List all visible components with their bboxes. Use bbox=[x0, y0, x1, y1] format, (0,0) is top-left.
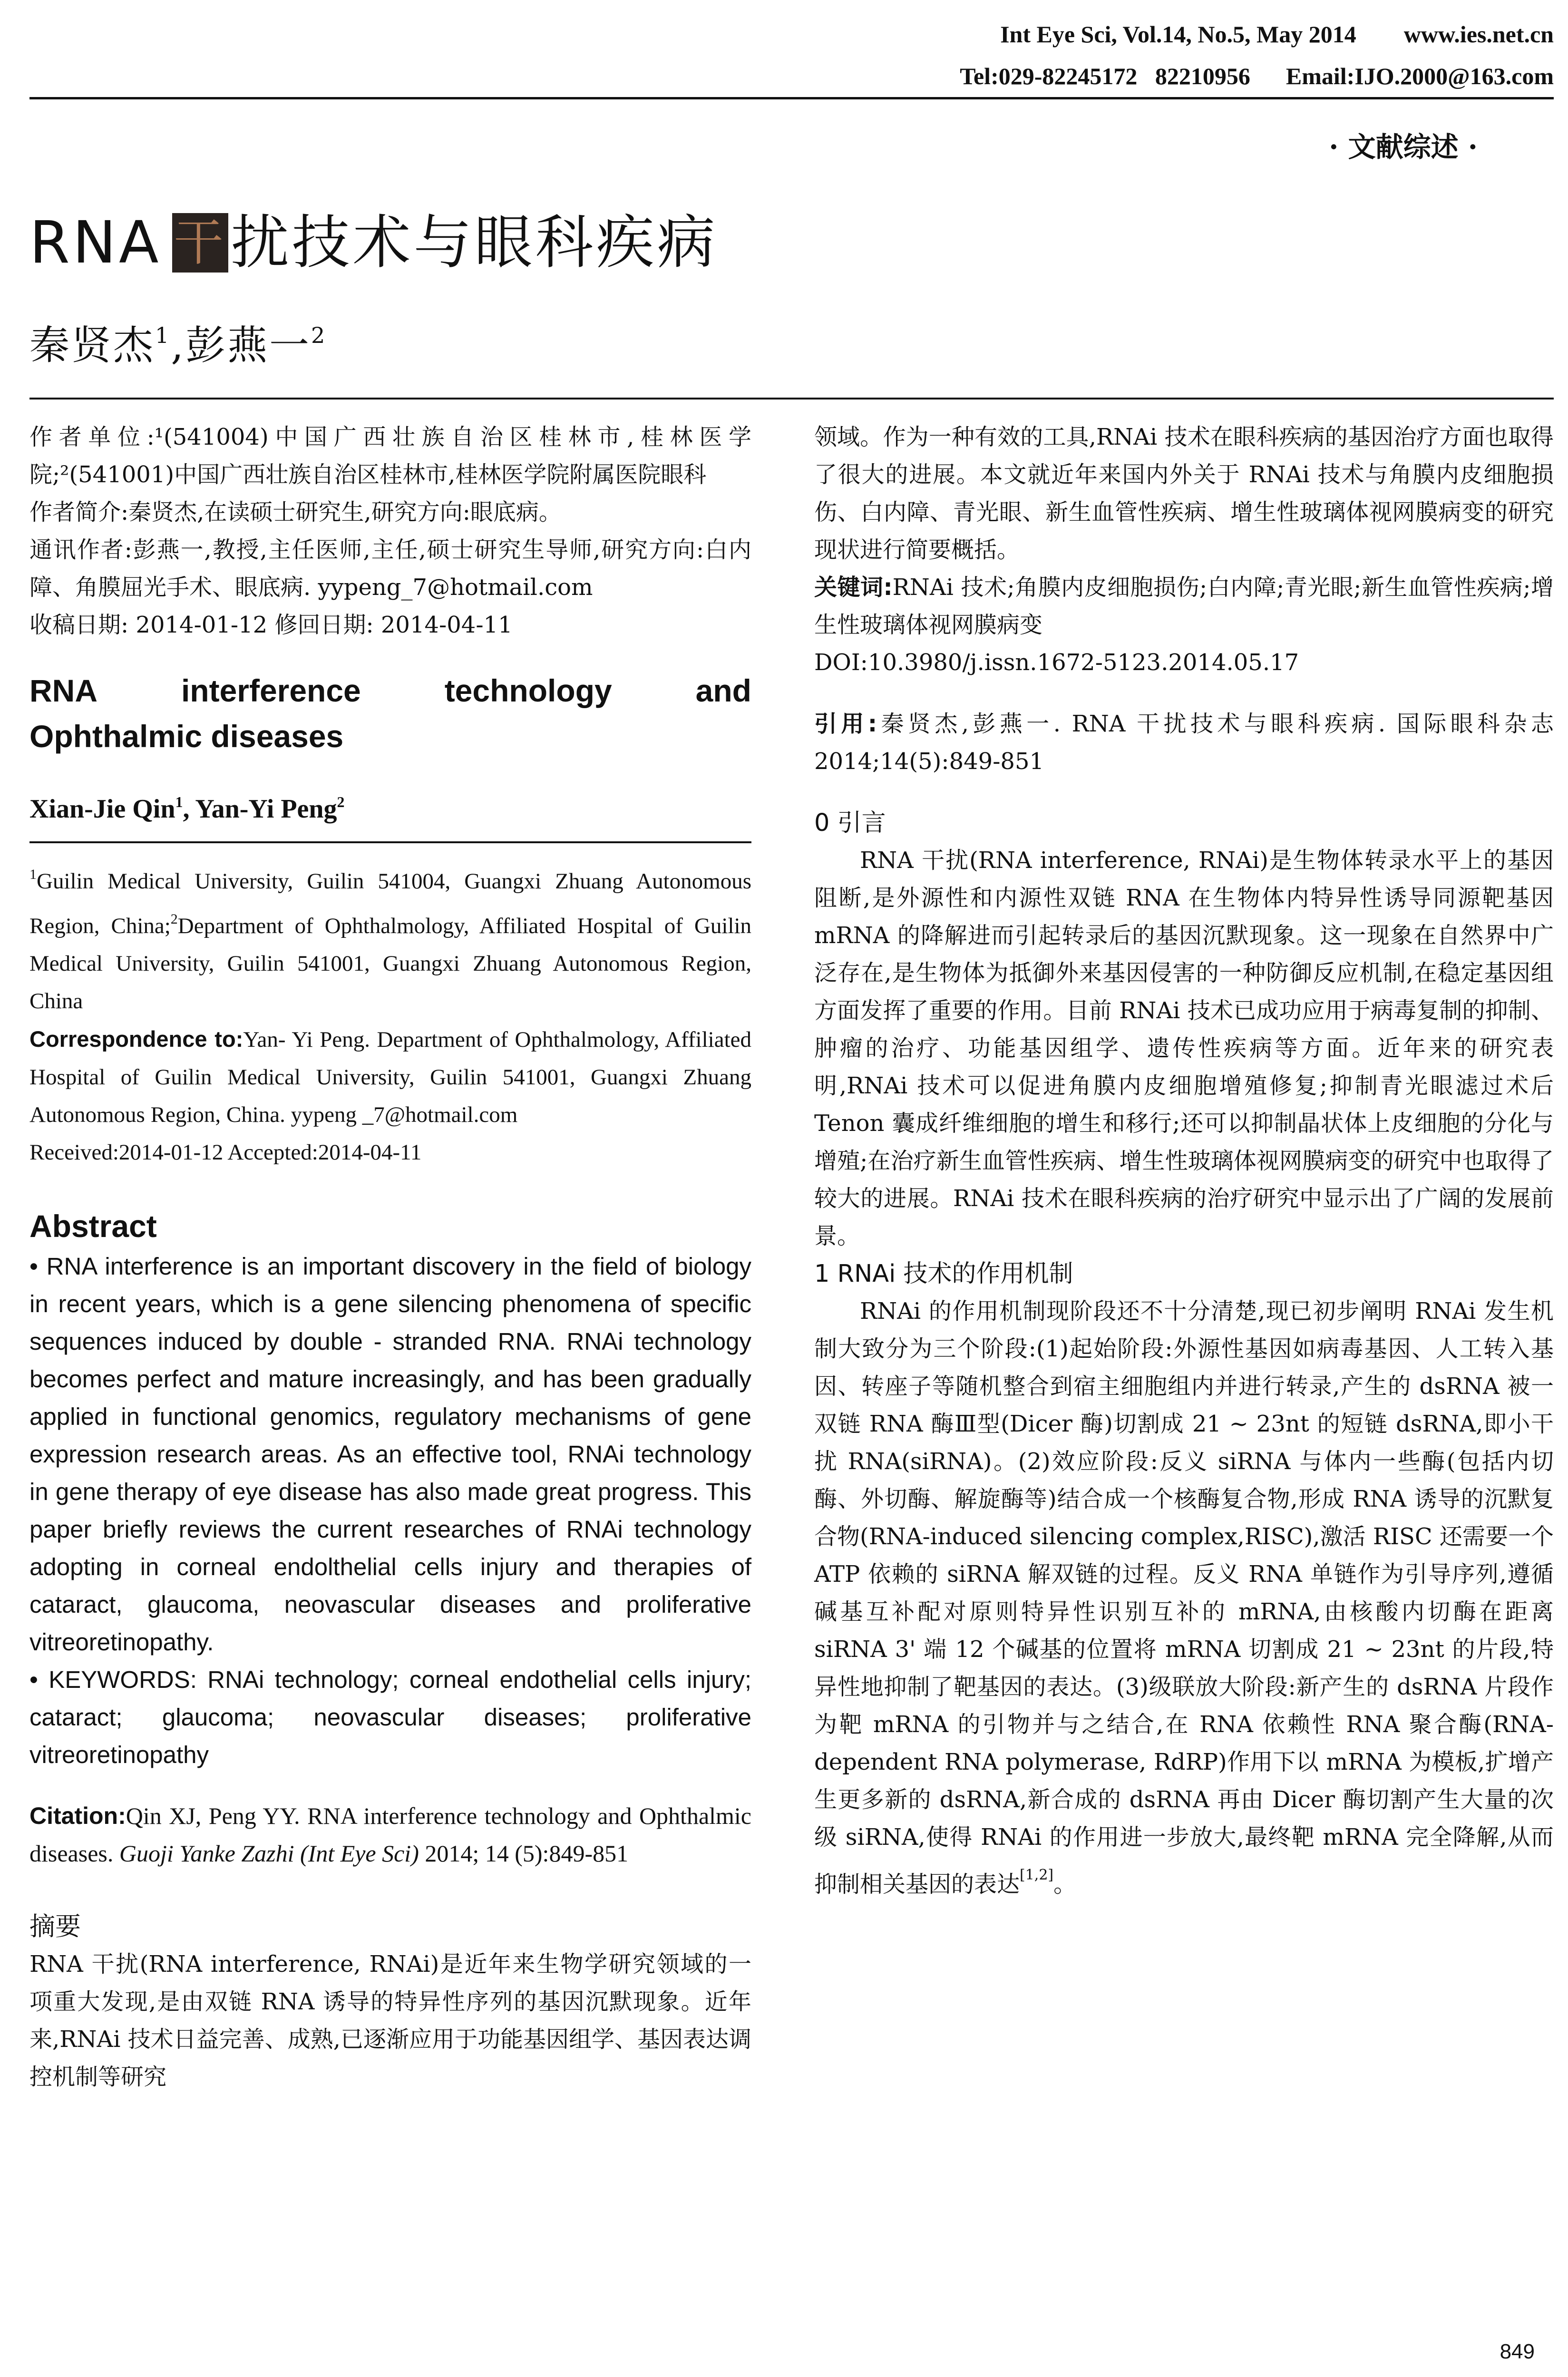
keywords-block bbox=[814, 569, 1554, 644]
keywords-value: RNAi 技术;角膜内皮细胞损伤;白内障;青光眼;新生血管性疾病;增生性玻璃体视网膜病变 bbox=[814, 574, 1554, 638]
affil-text: Guilin Medical University, Guilin 541004, Guangxi Zhuang Autonomous Region, China; bbox=[29, 869, 751, 938]
author-affil-sup: 1 bbox=[155, 322, 171, 348]
english-title-line2: Ophthalmic diseases bbox=[29, 719, 344, 754]
author-info bbox=[29, 419, 751, 644]
section-heading-mechanism: 1 RNAi 技术的作用机制 bbox=[814, 1260, 1073, 1288]
cite-block bbox=[814, 705, 1554, 780]
abstract-text: • RNA interference is an important discovery in the field of biology in recent years, which is a gene silencing phenomena of specific sequences induced by double - stranded RNA. RNAi technology becomes perfect and mature increasingly, and has been gradually applied in functional genomics, regulatory mechanisms of gene expression research areas. As an effective tool, RNAi technology in gene therapy of eye disease has also made great progress. This paper briefly reviews the current researches of RNAi technology adopting in corneal endolthelial cells injury and therapies of cataract, glaucoma, neovascular diseases and proliferative vitreoretinopathy. bbox=[29, 1253, 751, 1656]
page-title bbox=[29, 200, 718, 285]
affil-text: Department of Ophthalmology, Affiliated Hospital of Guilin Medical University, Guilin 541001, Guangxi Zhuang Autonomous Region, China bbox=[29, 914, 752, 1013]
doi-line: DOI:10.3980/j.issn.1672-5123.2014.05.17 bbox=[814, 649, 1299, 676]
cite-label: 引用: bbox=[814, 711, 877, 737]
correspondence-label: Correspondence to: bbox=[29, 1026, 243, 1052]
citation-issue: 2014; 14 (5):849-851 bbox=[419, 1840, 629, 1867]
abstract-body bbox=[29, 1247, 751, 1773]
keywords-text: • KEYWORDS: RNAi technology; corneal endothelial cells injury; cataract; glaucoma; neovascular diseases; proliferative vitreoretinopathy bbox=[29, 1666, 751, 1768]
mechanism-end: 。 bbox=[1053, 1871, 1077, 1898]
english-authors bbox=[29, 783, 751, 828]
author-name: 秦贤杰 bbox=[29, 322, 156, 369]
correspondence-text: Yan- Yi Peng. Department of Ophthalmology, Affiliated Hospital of Guilin Medical University, Guilin 541001, Guangxi Zhuang Autonomous Region, China. yypeng _7@hotmail.com bbox=[29, 1027, 752, 1127]
chinese-abstract-heading: 摘要 bbox=[29, 1911, 81, 1941]
received-accepted: Received:2014-01-12 Accepted:2014-04-11 bbox=[29, 1140, 422, 1165]
author-bio: 作者简介:秦贤杰,在读硕士研究生,研究方向:眼底病。 bbox=[29, 499, 562, 526]
mechanism-paragraph bbox=[814, 1293, 1554, 1903]
author-separator: , bbox=[171, 322, 185, 369]
abstract-heading: Abstract bbox=[29, 1208, 157, 1244]
journal-header-line: Int Eye Sci, Vol.14, No.5, May 2014 www.ies.net.cn bbox=[1000, 21, 1554, 48]
author-name: 彭燕一 bbox=[185, 322, 312, 369]
english-title-word: technology bbox=[444, 673, 612, 708]
section-tag: · 文献综述 · bbox=[1329, 131, 1478, 163]
journal-contact-line: Tel:029-82245172 82210956 Email:IJO.2000@163.com bbox=[960, 63, 1554, 89]
english-author-sep: , bbox=[183, 794, 195, 824]
reference-marker: [1,2] bbox=[1020, 1867, 1054, 1883]
affil-sup: 2 bbox=[170, 911, 178, 927]
affil-sup: 1 bbox=[29, 867, 37, 882]
chinese-abstract-text: RNA 干扰(RNA interference, RNAi)是近年来生物学研究领域的一项重大发现,是由双链 RNA 诱导的特异性序列的基因沉默现象。近年来,RNAi 技术日益完善、成熟,已逐渐应用于功能基因组学、基因表达调控机制等研究 bbox=[29, 1951, 751, 2090]
citation-text: Qin XJ, Peng YY. RNA interference technology and Ophthalmic diseases. bbox=[29, 1802, 751, 1867]
mechanism-text: RNAi 的作用机制现阶段还不十分清楚,现已初步阐明 RNAi 发生机制大致分为三个阶段:(1)起始阶段:外源性基因如病毒基因、人工转入基因、转座子等随机整合到宿主细胞组内并进行转录,产生的 dsRNA 被一双链 RNA 酶Ⅲ型(Dicer 酶)切割成 21 ~ 23nt 的短链 dsRNA,即小干扰 RNA(siRNA)。(2)效应阶段:反义 siRNA 与体内一些酶(包括内切酶、外切酶、解旋酶等)结合成一个核酶复合物,形成 RNA 诱导的沉默复合物(RNA-induced silencing complex,RISC),激活 RISC 还需要一个 ATP 依赖的 siRNA 解双链的过程。反义 RNA 单链作为引导序列,遵循碱基互补配对原则特异性识别互补的 mRNA,由核酸内切酶在距离 siRNA 3' 端 12 个碱基的位置将 mRNA 切割成 21 ~ 23nt 的片段,特异性地抑制了靶基因的表达。(3)级联放大阶段:新产生的 dsRNA 片段作为靶 mRNA 的引物并与之结合,在 RNA 依赖性 RNA 聚合酶(RNA-dependent RNA polymerase, RdRP)作用下以 mRNA 为模板,扩增产生更多新的 dsRNA,新合成的 dsRNA 再由 Dicer 酶切割产生大量的次级 siRNA,使得 RNAi 的作用进一步放大,最终靶 mRNA 完全降解,从而抑制相关基因的表达 bbox=[814, 1298, 1554, 1898]
title-suffix: 扰技术与眼科疾病 bbox=[231, 209, 718, 276]
keywords-label: 关键词: bbox=[814, 574, 893, 601]
english-author-sup: 2 bbox=[337, 793, 345, 810]
english-title-word: RNA bbox=[29, 673, 97, 708]
corresponding-author: 通讯作者:彭燕一,教授,主任医师,主任,硕士研究生导师,研究方向:白内障、角膜屈光手术、眼底病. yypeng_7@hotmail.com bbox=[29, 536, 751, 601]
left-column bbox=[29, 419, 751, 2096]
citation-label: Citation: bbox=[29, 1802, 126, 1829]
header-rule bbox=[29, 97, 1554, 99]
cite-text: 秦贤杰,彭燕一. RNA 干扰技术与眼科疾病. 国际眼科杂志 2014;14(5):849-851 bbox=[814, 711, 1554, 775]
citation-block bbox=[29, 1797, 751, 1872]
received-dates: 收稿日期: 2014-01-12 修回日期: 2014-04-11 bbox=[29, 612, 513, 638]
introduction-text: RNA 干扰(RNA interference, RNAi)是生物体转录水平上的基因阻断,是外源性和内源性双链 RNA 在生物体内特异性诱导同源靶基因 mRNA 的降解进而引起转录后的基因沉默现象。这一现象在自然界中广泛存在,是生物体为抵御外来基因侵害的一种防御反应机制,在稳定基因组方面发挥了重要的作用。目前 RNAi 技术已成功应用于病毒复制的抑制、肿瘤的治疗、功能基因组学、遗传性疾病等方面。近年来的研究表明,RNAi 技术可以促进角膜内皮细胞增殖修复;抑制青光眼滤过术后 Tenon 囊成纤维细胞的增生和移行;还可以抑制晶状体上皮细胞的分化与增殖;在治疗新生血管性疾病、增生性玻璃体视网膜病变的研究中也取得了较大的进展。RNAi 技术在眼科疾病的治疗研究中显示出了广阔的发展前景。 bbox=[814, 847, 1554, 1249]
citation-journal: Guoji Yanke Zazhi (Int Eye Sci) bbox=[119, 1840, 419, 1867]
english-title bbox=[29, 668, 751, 759]
title-prefix: RNA bbox=[29, 209, 162, 276]
english-author-name: Xian-Jie Qin bbox=[29, 794, 175, 824]
author-unit: 作者单位:¹(541004)中国广西壮族自治区桂林市,桂林医学院;²(541001)中国广西壮族自治区桂林市,桂林医学院附属医院眼科 bbox=[29, 424, 751, 488]
title-rule bbox=[29, 398, 1554, 399]
title-boxed-char: 干 bbox=[172, 213, 228, 273]
english-author-sup: 1 bbox=[175, 793, 183, 810]
affiliation-rule bbox=[29, 841, 751, 843]
english-author-name: Yan-Yi Peng bbox=[195, 794, 337, 824]
right-column bbox=[814, 419, 1554, 1903]
english-title-word: interference bbox=[181, 673, 361, 708]
english-title-word: and bbox=[695, 673, 751, 708]
author-line bbox=[29, 309, 327, 371]
english-affiliations bbox=[29, 856, 751, 1171]
section-heading-introduction: 0 引言 bbox=[814, 809, 886, 837]
page-number: 849 bbox=[1500, 2340, 1535, 2363]
author-affil-sup: 2 bbox=[311, 322, 327, 348]
chinese-abstract-continued: 领域。作为一种有效的工具,RNAi 技术在眼科疾病的基因治疗方面也取得了很大的进展。本文就近年来国内外关于 RNAi 技术与角膜内皮细胞损伤、白内障、青光眼、新生血管性疾病、增生性玻璃体视网膜病变的研究现状进行简要概括。 bbox=[814, 424, 1554, 563]
